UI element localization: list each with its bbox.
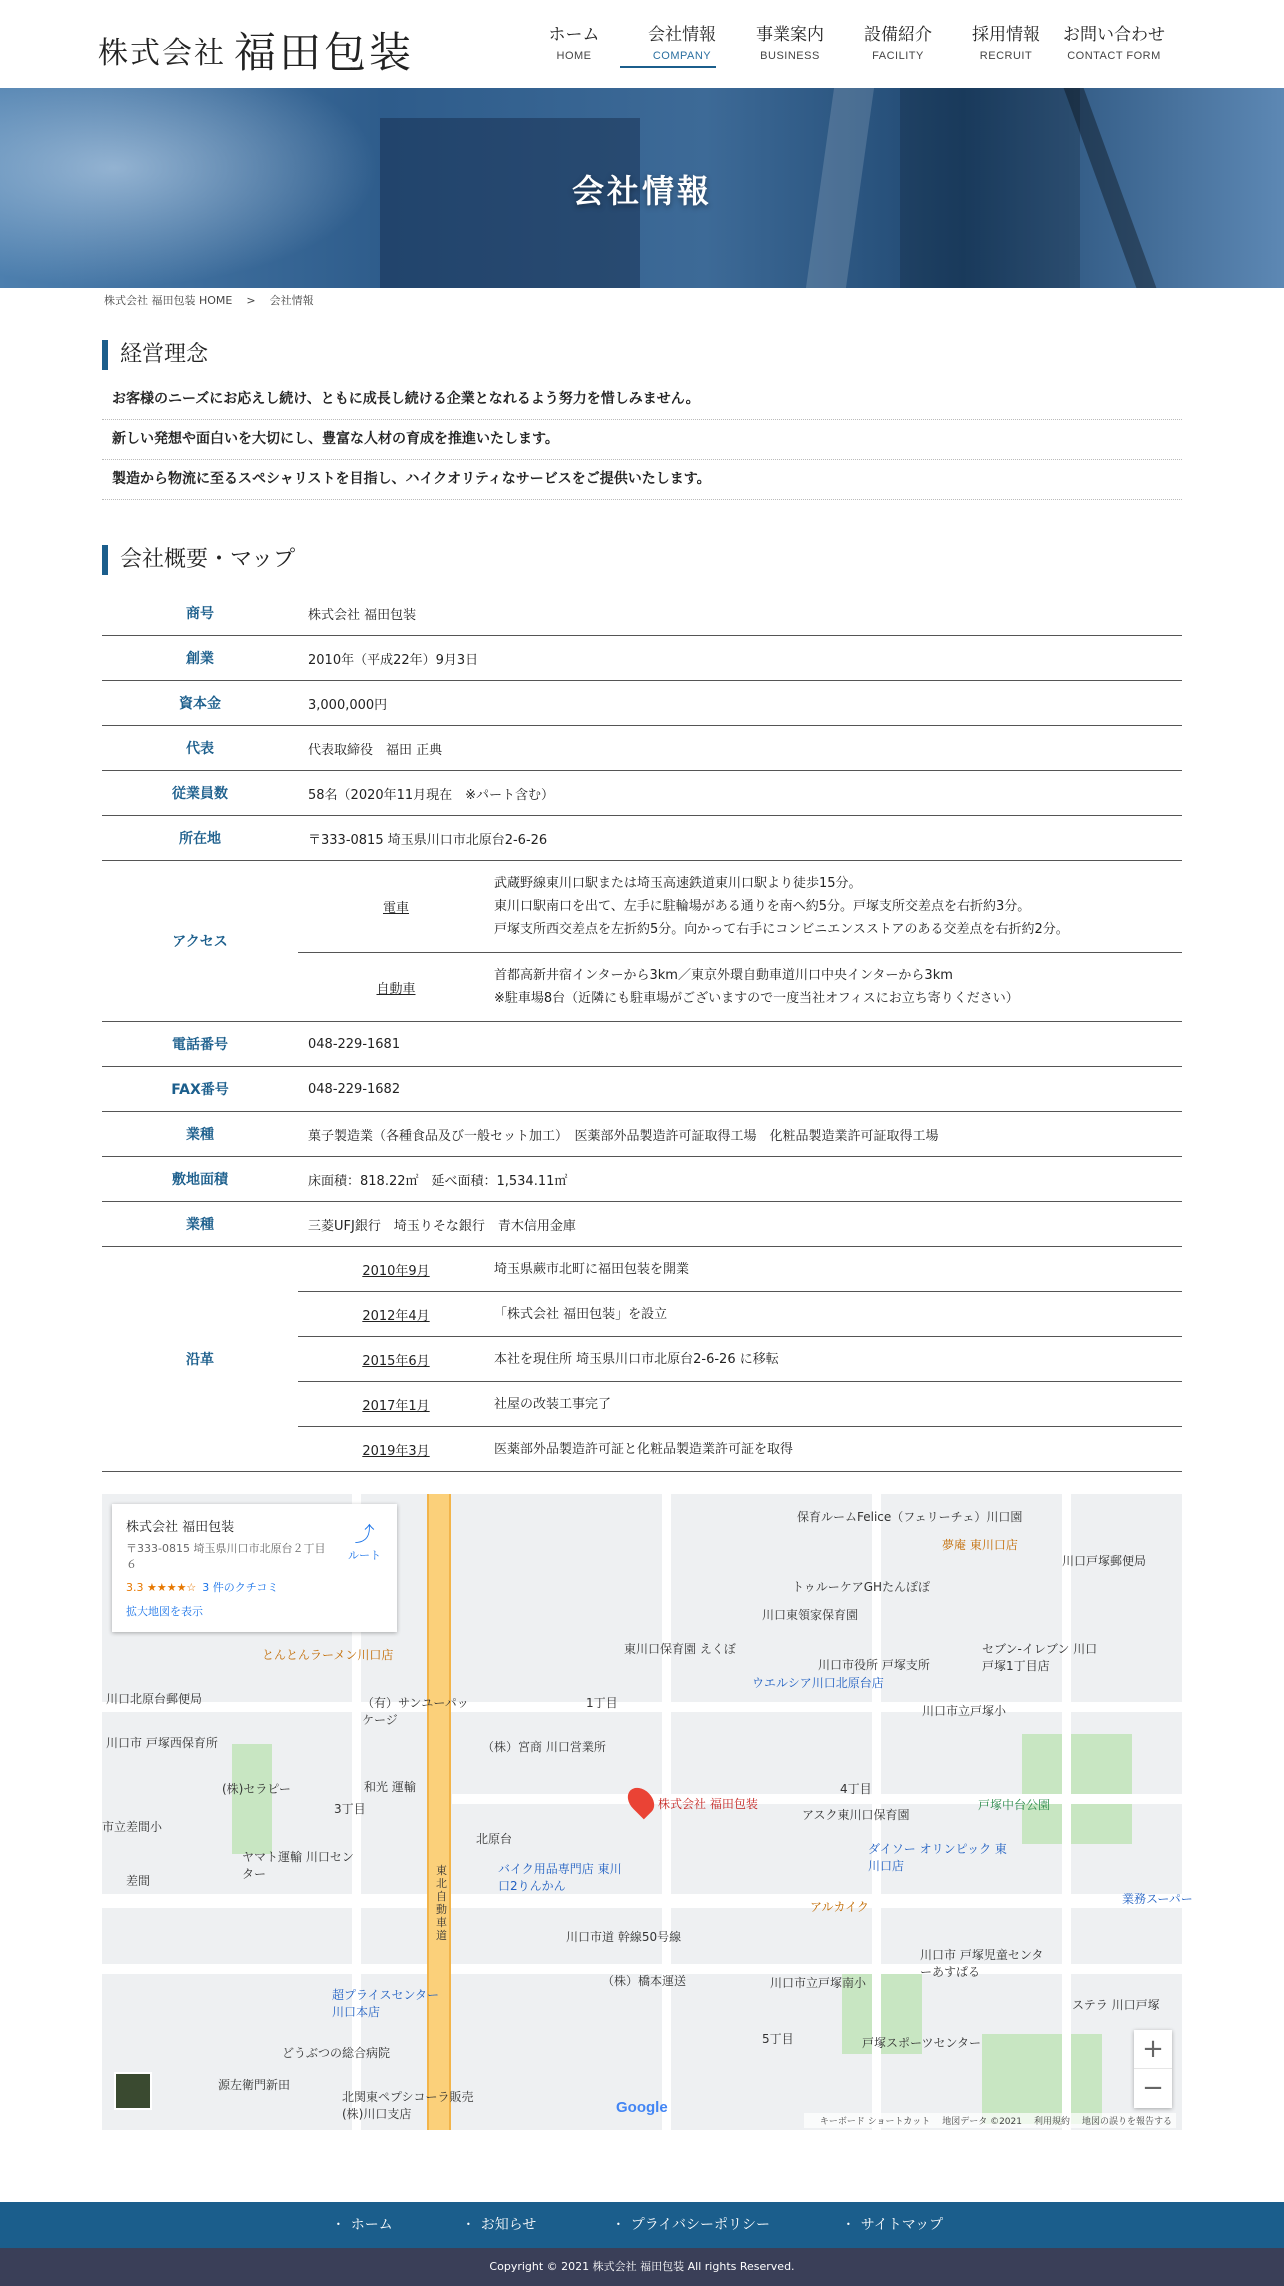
- map-road: [102, 1894, 1182, 1908]
- row-label: 商号: [186, 606, 214, 622]
- place-rating: [126, 1579, 383, 1595]
- map-road: [1062, 1494, 1071, 2130]
- history-item: [298, 1292, 1182, 1337]
- row-value: 菓子製造業（各種食品及び一般セット加工） 医薬部外品製造許可証取得工場 化粧品製造業許可証取得工場: [308, 1128, 939, 1144]
- row-label: FAX番号: [171, 1082, 229, 1098]
- map-label: 川口戸塚郵便局: [1062, 1554, 1147, 1568]
- company-pin-label: 株式会社 福田包装: [658, 1797, 758, 1811]
- rating-stars: 3.3 ★★★★☆: [126, 1581, 197, 1594]
- nav-label-en: COMPANY: [652, 50, 712, 62]
- map-label: （株）橋本運送: [602, 1974, 687, 1988]
- map-label: 川口市立戸塚南小: [770, 1976, 867, 1990]
- map-label: ダイソー オリンピック 東川口店: [868, 1842, 1007, 1873]
- history-date: 2010年9月: [362, 1263, 430, 1279]
- map-label: 3丁目: [334, 1802, 366, 1816]
- map-marker-icon: [623, 1783, 660, 1820]
- map-label: 川口北原台郵便局: [106, 1692, 203, 1706]
- access-car: [298, 953, 1182, 1021]
- table-row: [102, 726, 1182, 771]
- history-text: 社屋の改装工事完了: [494, 1396, 612, 1412]
- row-value: 三菱UFJ銀行 埼玉りそな銀行 青木信用金庫: [308, 1218, 576, 1234]
- nav-label-jp: 設備紹介: [864, 25, 932, 45]
- place-address: 〒333-0815 埼玉県川口市北原台２丁目６: [126, 1542, 326, 1571]
- map-label: アスク東川口保育園: [802, 1808, 910, 1822]
- philosophy-list: [102, 380, 1182, 500]
- footer-nav: [0, 2202, 1284, 2248]
- footer-link-home[interactable]: • ホーム: [336, 2202, 393, 2248]
- access-line: ※駐車場8台（近隣にも駐車場がございますので一度当社オフィスにお立ち寄りください）: [494, 991, 1019, 1006]
- table-row: [102, 681, 1182, 726]
- map-label: 川口市道 幹線50号線: [566, 1930, 682, 1944]
- footer-link-privacy[interactable]: • プライバシーポリシー: [616, 2202, 770, 2248]
- map-label: 川口東領家保育園: [762, 1608, 859, 1622]
- access-train-text: [494, 861, 1182, 952]
- site-header: [0, 0, 1284, 88]
- row-label: 資本金: [179, 696, 221, 712]
- map-label: 北関東ペプシコーラ販売(株)川口支店: [342, 2090, 474, 2121]
- nav-label-jp: ホーム: [548, 25, 600, 45]
- row-label: 創業: [186, 651, 214, 667]
- history-text: 「株式会社 福田包装」を設立: [494, 1306, 668, 1322]
- table-row: [102, 1112, 1182, 1157]
- philosophy-item: 新しい発想や面白いを大切にし、豊富な人材の育成を推進いたします。: [102, 420, 1182, 460]
- breadcrumb: [104, 292, 328, 308]
- map-label: 北原台: [476, 1832, 513, 1846]
- row-value: 床面積：818.22㎡ 延べ面積：1,534.11㎡: [308, 1173, 568, 1189]
- map-label: 川口市 戸塚西保育所: [106, 1736, 218, 1750]
- report-error-link[interactable]: 地図の誤りを報告する: [1081, 2117, 1172, 2127]
- map-label: （株）宮商 川口営業所: [482, 1740, 606, 1754]
- nav-active-underline: [620, 66, 716, 68]
- history-item: [298, 1247, 1182, 1292]
- map-label: 1丁目: [586, 1696, 618, 1710]
- access-line: 戸塚支所西交差点を左折約5分。向かって右手にコンビニエンスストアのある交差点を右折約2分。: [494, 922, 1069, 937]
- footer-link-sitemap[interactable]: • サイトマップ: [846, 2202, 943, 2248]
- table-row: [102, 771, 1182, 816]
- page-title: 会社情報: [571, 172, 712, 210]
- profile-heading: 会社概要・マップ: [102, 545, 295, 575]
- map-label: 川口市役所 戸塚支所: [818, 1658, 930, 1672]
- map-label: 和光 運輸: [364, 1780, 416, 1794]
- map-label: (株)セラピー: [222, 1782, 291, 1796]
- copyright: Copyright © 2021 株式会社 福田包装 All rights Reserved.: [0, 2248, 1284, 2286]
- map-label: 保育ルームFelice（フェリーチェ）川口園: [797, 1510, 1023, 1524]
- map-label: アルカイク: [810, 1900, 869, 1914]
- nav-label-jp: 会社情報: [648, 25, 716, 45]
- route-label: ルート: [348, 1549, 381, 1562]
- map-label: 超プライスセンター 川口本店: [332, 1988, 440, 2019]
- nav-business[interactable]: [736, 22, 844, 72]
- map-label: 差間: [126, 1874, 151, 1888]
- map-label: 戸塚中台公園: [978, 1798, 1051, 1812]
- map-label: ステラ 川口戸塚: [1072, 1998, 1160, 2012]
- nav-home[interactable]: [520, 22, 628, 72]
- row-value: 048-229-1682: [308, 1081, 401, 1097]
- footer-link-news[interactable]: • お知らせ: [466, 2202, 536, 2248]
- access-row: [102, 861, 1182, 1022]
- map-label: トゥルーケアGHたんぽぽ: [792, 1580, 931, 1594]
- map-label: （有）サンユーパッケージ: [362, 1696, 469, 1727]
- row-label: 従業員数: [172, 786, 228, 802]
- google-logo: [616, 2099, 668, 2116]
- breadcrumb-home[interactable]: 株式会社 福田包装 HOME: [104, 294, 233, 307]
- map-label: 5丁目: [762, 2032, 794, 2046]
- nav-label-en: RECRUIT: [979, 50, 1033, 62]
- nav-label-en: CONTACT FORM: [1067, 50, 1161, 62]
- history-row: [102, 1247, 1182, 1472]
- map-label: ヤマト運輸 川口センター: [242, 1850, 354, 1881]
- nav-label-jp: 採用情報: [972, 25, 1040, 45]
- philosophy-item: 製造から物流に至るスペシャリストを目指し、ハイクオリティなサービスをご提供いたします。: [102, 460, 1182, 500]
- row-label: 業種: [186, 1217, 214, 1233]
- larger-map-link[interactable]: 拡大地図を表示: [126, 1605, 203, 1618]
- access-car-text: [494, 953, 1182, 1021]
- map-label: とんとんラーメン川口店: [262, 1648, 394, 1662]
- row-value: 株式会社 福田包装: [308, 607, 417, 623]
- access-train-label: 電車: [382, 901, 409, 916]
- map-label: 戸塚スポーツセンター: [862, 2036, 982, 2050]
- row-value: 2010年（平成22年）9月3日: [308, 652, 479, 668]
- map-road: [452, 1794, 1182, 1804]
- nav-contact[interactable]: [1060, 22, 1168, 72]
- table-row: [102, 1022, 1182, 1067]
- hero-banner: [0, 88, 1284, 288]
- history-item: [298, 1427, 1182, 1471]
- access-line: 武蔵野線東川口駅または埼玉高速鉄道東川口駅より徒歩15分。: [494, 876, 862, 891]
- site-logo[interactable]: [98, 20, 414, 80]
- profile-table: [102, 591, 1182, 1472]
- row-label: 代表: [186, 741, 214, 757]
- map-data-credit: 地図データ ©2021: [942, 2117, 1022, 2127]
- nav-label-en: HOME: [556, 50, 592, 62]
- map-label: セブン-イレブン 川口戸塚1丁目店: [982, 1642, 1098, 1673]
- row-label: 敷地面積: [172, 1172, 228, 1188]
- row-value: 048-229-1681: [308, 1036, 401, 1052]
- history-text: 埼玉県蕨市北町に福田包装を開業: [494, 1261, 690, 1277]
- nav-facility[interactable]: [844, 22, 952, 72]
- logo-big: 福田包装: [234, 28, 415, 77]
- place-card: [112, 1504, 397, 1632]
- map-label: 川口市 戸塚児童センターあすぱる: [920, 1948, 1044, 1979]
- row-label: 所在地: [179, 831, 221, 847]
- map-label: 東川口保育園 えくぼ: [624, 1642, 736, 1656]
- nav-company[interactable]: [628, 22, 736, 72]
- access-line: 東川口駅南口を出て、左手に駐輪場がある通りを南へ約5分。戸塚支所交差点を右折約3分。: [494, 899, 1031, 914]
- company-map-pin[interactable]: [630, 1786, 758, 1816]
- zoom-controls: [1134, 2030, 1172, 2108]
- zoom-out-button[interactable]: −: [1142, 2073, 1164, 2103]
- park-area: [1022, 1734, 1132, 1844]
- map-attribution: [804, 2113, 1176, 2128]
- nav-label-jp: 事業案内: [756, 25, 824, 45]
- row-label: 沿革: [186, 1352, 214, 1368]
- map-label: どうぶつの総合病院: [282, 2046, 391, 2060]
- map-label: 4丁目: [840, 1782, 872, 1796]
- table-row: [102, 1202, 1182, 1247]
- access-details: [298, 861, 1182, 1021]
- map-label: 夢庵 東川口店: [942, 1538, 1018, 1552]
- row-value: 3,000,000円: [308, 697, 388, 713]
- row-value: 〒333-0815 埼玉県川口市北原台2-6-26: [308, 832, 548, 848]
- logo-small: 株式会社: [98, 36, 226, 71]
- google-map[interactable]: [102, 1494, 1193, 2130]
- reviews-link[interactable]: 3 件のクチコミ: [202, 1581, 279, 1594]
- row-value: 代表取締役 福田 正典: [308, 742, 443, 758]
- map-label: ウエルシア川口北原台店: [752, 1676, 884, 1690]
- history-text: 本社を現住所 埼玉県川口市北原台2-6-26 に移転: [494, 1351, 779, 1367]
- main-nav: [520, 22, 1168, 72]
- nav-label-jp: お問い合わせ: [1063, 25, 1165, 45]
- park-area: [982, 2034, 1102, 2124]
- history-item: [298, 1382, 1182, 1427]
- access-line: 首都高新井宿インターから3km／東京外環自動車道川口中央インターから3km: [494, 968, 953, 983]
- breadcrumb-separator: >: [246, 294, 256, 307]
- history-date: 2015年6月: [362, 1353, 430, 1369]
- map-label: 市立差間小: [102, 1820, 163, 1834]
- place-name: 株式会社 福田包装: [126, 1520, 235, 1535]
- breadcrumb-current: 会社情報: [269, 294, 314, 307]
- history-date: 2019年3月: [362, 1443, 430, 1459]
- table-row: [102, 591, 1182, 636]
- directions-icon: ⤴: [354, 1522, 375, 1546]
- highway-road: [427, 1494, 451, 2130]
- history-date: 2017年1月: [362, 1398, 430, 1414]
- satellite-toggle[interactable]: [114, 2072, 152, 2110]
- history-date: 2012年4月: [362, 1308, 430, 1324]
- map-label: 川口市立戸塚小: [922, 1704, 1007, 1718]
- terms-link[interactable]: 利用規約: [1033, 2117, 1070, 2127]
- table-row: [102, 816, 1182, 861]
- park-area: [232, 1744, 272, 1854]
- nav-recruit[interactable]: [952, 22, 1060, 72]
- table-row: [102, 1067, 1182, 1112]
- history-list: [298, 1247, 1182, 1471]
- table-row: [102, 636, 1182, 681]
- philosophy-item: お客様のニーズにお応えし続け、ともに成長し続ける企業となれるよう努力を惜しみません。: [102, 380, 1182, 420]
- map-label: バイク用品専門店 東川口2りんかん: [498, 1862, 622, 1893]
- table-row: [102, 1157, 1182, 1202]
- row-label: 電話番号: [172, 1037, 228, 1053]
- map-label: 業務スーパー: [1122, 1892, 1193, 1906]
- nav-label-en: BUSINESS: [760, 50, 820, 62]
- access-car-label: 自動車: [376, 981, 416, 997]
- row-label: アクセス: [172, 934, 228, 950]
- route-button[interactable]: [348, 1518, 381, 1563]
- philosophy-heading: 経営理念: [102, 340, 208, 370]
- google-logo-text: Google: [616, 2099, 668, 2116]
- zoom-in-button[interactable]: +: [1134, 2030, 1172, 2069]
- history-text: 医薬部外品製造許可証と化粧品製造業許可証を取得: [494, 1441, 794, 1457]
- access-train: [298, 861, 1182, 953]
- row-label: 業種: [186, 1127, 214, 1143]
- history-item: [298, 1337, 1182, 1382]
- row-value: 58名（2020年11月現在 ※パート含む）: [308, 787, 555, 803]
- map-road: [102, 1702, 1182, 1712]
- map-label: 東北自動車道: [436, 1864, 447, 1942]
- nav-label-en: FACILITY: [872, 50, 924, 62]
- map-label: 源左衛門新田: [218, 2078, 291, 2092]
- keyboard-shortcuts-link[interactable]: キーボード ショートカット: [819, 2117, 931, 2127]
